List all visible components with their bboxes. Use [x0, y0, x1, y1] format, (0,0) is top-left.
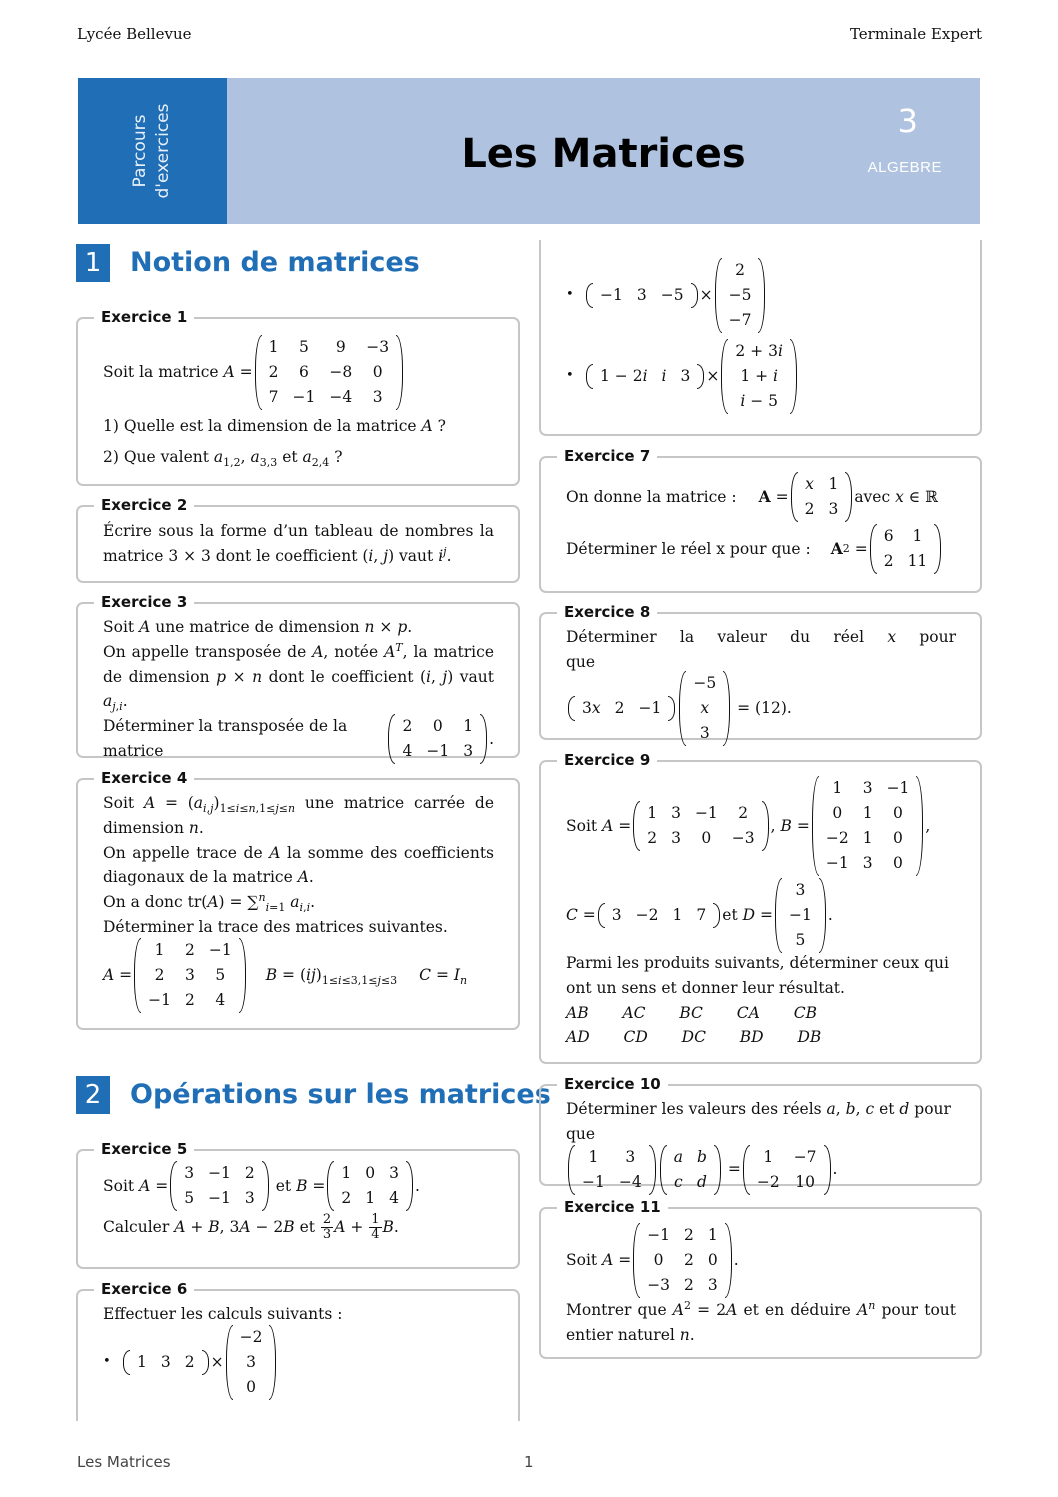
tag-line2: d'exercices — [153, 103, 173, 199]
section-number: 1 — [76, 244, 110, 282]
exercise-6-continued: • −1 3 −5 × 2 −5 −7 • 1 − 2i i 3 × 2 + 3i 1 + i i − 5 — [539, 240, 982, 436]
matrix-ex10-left: 1 3 −1 −4 — [568, 1145, 656, 1195]
column-vector: 2 −5 −7 — [715, 258, 766, 333]
exercise-11: Exercice 11 Soit A = −1 2 1 0 2 0 −3 2 3 . Montrer que $A^2 = 2A$ et en déduire $A^n$ pour tout entier naturel n. — [539, 1207, 982, 1359]
matrix-ex10-unknown: a b c d — [660, 1145, 721, 1195]
exercise-label: Exercice 11 — [557, 1196, 668, 1218]
ex6-intro: Effectuer les calculs suivants : — [103, 1305, 343, 1323]
section-title: Notion de matrices — [130, 247, 420, 278]
exercise-label: Exercice 6 — [94, 1278, 194, 1300]
matrix-ex9-d: 3 −1 5 — [775, 878, 826, 953]
ex1-question-1: 1) Quelle est la dimension de la matrice — [103, 417, 417, 435]
row-vector: 1 3 2 — [123, 1350, 209, 1375]
column-vector: −5 x 3 — [679, 671, 730, 746]
exercise-7: Exercice 7 On donne la matrice : A = x 1 2 3 avec x ∈ ℝ Déterminer le réel x pour que : A 2 = 6 1 2 11 — [539, 456, 982, 593]
chapter-subject: ALGEBRE — [867, 159, 942, 176]
ex1-intro: Soit la matrice — [103, 363, 219, 382]
exercise-label: Exercice 5 — [94, 1138, 194, 1160]
exercise-5: Exercice 5 Soit A = 3 −1 2 5 −1 3 et B = 1 0 3 2 1 4 . Calculer A + B , 3 A − 2 B et $\frac{2}{3}$ A + $\frac{1}{4}$ B . — [76, 1149, 520, 1269]
title-banner — [78, 78, 980, 224]
ex7-line2: Déterminer le réel x pour que : — [566, 539, 811, 558]
section-2-heading — [76, 1076, 551, 1114]
matrix-ex5-b: 1 0 3 2 1 4 — [327, 1161, 413, 1211]
section-number: 2 — [76, 1076, 110, 1114]
column-vector: 2 + 3i 1 + i i − 5 — [721, 339, 797, 414]
header-level: Terminale Expert — [849, 25, 982, 43]
matrix-ex9-c: 3 −2 1 7 — [598, 903, 720, 928]
row-vector: 1 − 2i i 3 — [586, 364, 704, 389]
matrix-trace-a: 1 2 −1 2 3 5 −1 2 4 — [134, 938, 246, 1013]
matrix-transpose-input: 2 0 1 4 −1 3 — [388, 714, 487, 764]
footer-title: Les Matrices — [77, 1453, 171, 1471]
matrix-ex10-result: 1 −7 −2 10 — [743, 1145, 831, 1195]
exercise-8: Exercice 8 Déterminer la valeur du réel x pour que 3x 2 −1 −5 x 3 = (12). — [539, 612, 982, 740]
ex7-line1: On donne la matrice : — [566, 487, 737, 506]
tag-line1: Parcours — [130, 114, 151, 188]
section-title: Opérations sur les matrices — [130, 1079, 551, 1110]
exercise-label: Exercice 8 — [557, 601, 657, 623]
row-vector: 3x 2 −1 — [568, 696, 675, 721]
matrix-ex7-a: x 1 2 3 — [791, 472, 853, 522]
exercise-4: Exercice 4 Soit $A = (a_{i,j})_{1\le i\le n,1\le j\le n}$ une matrice carrée de dimension n. On appelle trace de A la somme des coefficients diagonaux de la matrice A. On a donc tr(A) = ∑$^n_{i=1}$ $a_{i,i}$. Déterminer la trace des matrices suivantes. A = 1 2 −1 2 3 5 −1 2 4 $B = (ij)_{1\le i\le 3,1\le j\le 3}$ $C = I_n$ — [76, 778, 520, 1030]
exercise-label: Exercice 9 — [557, 749, 657, 771]
exercise-label: Exercice 10 — [557, 1073, 668, 1095]
exercise-1: Exercice 1 Soit la matrice A = 1 5 9 −3 2 6 −8 0 7 −1 −4 3 1) Quelle est la dimension de la matrice A ? 2) Que valent $a_{1,2}$, $a_{3,3}$ et $a_{2,4}$ ? — [76, 317, 520, 486]
exercise-2: Exercice 2 Écrire sous la forme d’un tableau de nombres la matrice 3 × 3 dont le coefficient (i, j) vaut $i^j$. — [76, 505, 520, 583]
exercise-label: Exercice 1 — [94, 306, 194, 328]
exercise-label: Exercice 4 — [94, 767, 194, 789]
matrix-ex7-square: 6 1 2 11 — [870, 524, 942, 574]
banner-tag — [78, 78, 227, 224]
exercise-label: Exercice 3 — [94, 591, 194, 613]
page-number: 1 — [524, 1453, 534, 1471]
exercise-3: Exercice 3 Soit A une matrice de dimension n × p. On appelle transposée de A, notée $A^T$, la matrice de dimension p × n dont le coefficient (i, j) vaut $a_{j,i}$. Déterminer la transposée de la matrice 2 0 1 4 −1 3 . — [76, 602, 520, 758]
chapter-number: 3 — [897, 102, 918, 140]
exercise-10: Exercice 10 Déterminer les valeurs des réels a, b, c et d pour que 1 3 −1 −4 a b c d = 1 −7 −2 10 . — [539, 1084, 982, 1186]
matrix-ex9-a: 1 3 −1 2 2 3 0 −3 — [633, 801, 768, 851]
column-vector: −2 3 0 — [226, 1325, 277, 1400]
section-1-heading — [76, 244, 516, 282]
exercise-label: Exercice 7 — [557, 445, 657, 467]
matrix-ex5-a: 3 −1 2 5 −1 3 — [170, 1161, 269, 1211]
page-title: Les Matrices — [461, 131, 746, 177]
matrix-a: 1 5 9 −3 2 6 −8 0 7 −1 −4 3 — [255, 335, 403, 410]
exercise-6: Exercice 6 Effectuer les calculs suivants : • 1 3 2 × −2 3 0 — [76, 1289, 520, 1421]
matrix-ex9-b: 1 3 −1 0 1 0 −2 1 0 −1 3 0 — [812, 776, 924, 876]
ex1-question-2: 2) Que valent — [103, 447, 209, 466]
row-vector: −1 3 −5 — [586, 283, 698, 308]
header-school: Lycée Bellevue — [77, 25, 192, 43]
exercise-9: Exercice 9 Soit A = 1 3 −1 2 2 3 0 −3 , B = 1 3 −1 0 1 0 −2 1 0 −1 3 0 , C = 3 −2 1 7 et D = 3 −1 5 . Parmi les produits suivants, déterminer ceux qui ont un sens et donner leur résultat. AB AC BC CA CB AD CD DC BD DB — [539, 760, 982, 1064]
exercise-label: Exercice 2 — [94, 494, 194, 516]
matrix-ex11-a: −1 2 1 0 2 0 −3 2 3 — [633, 1223, 732, 1298]
